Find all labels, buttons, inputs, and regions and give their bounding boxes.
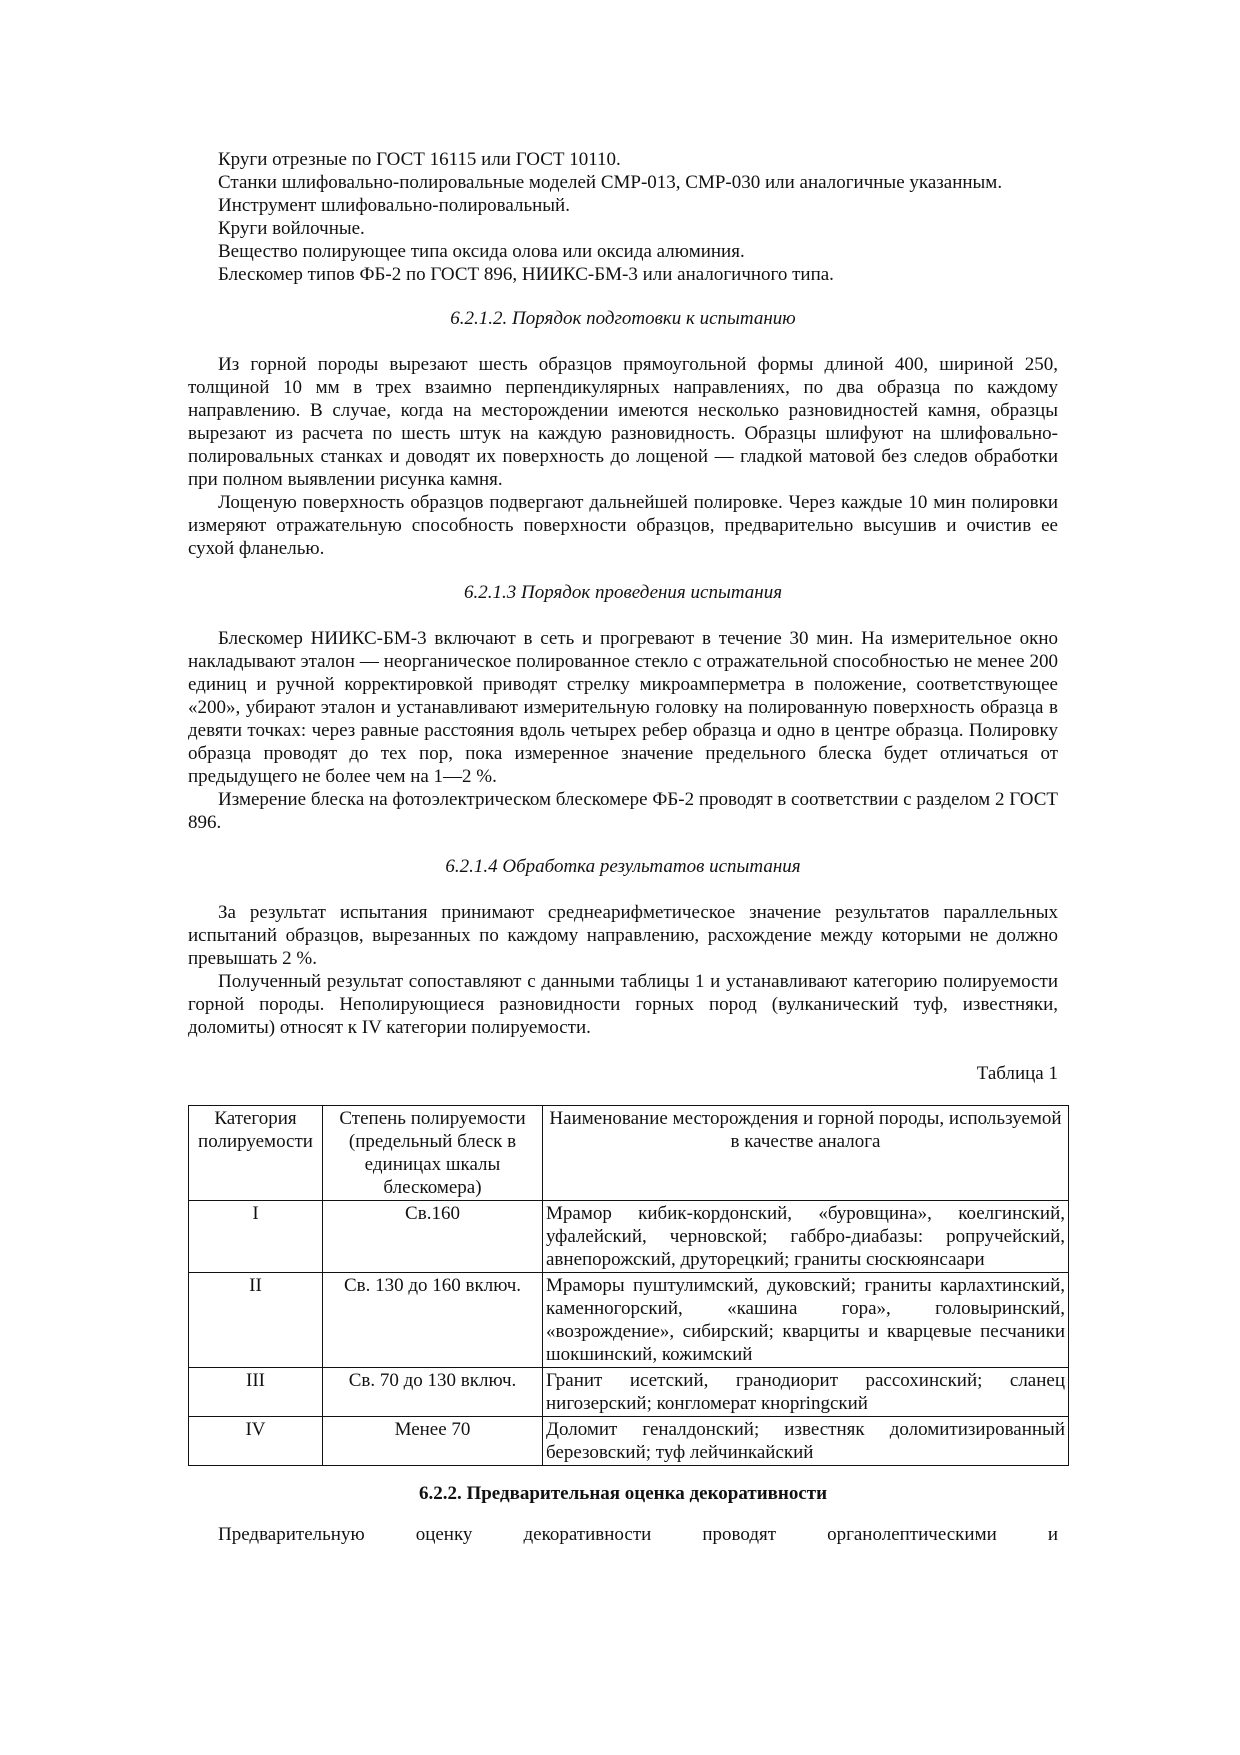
paragraph: Блескомер НИИКС-БМ-3 включают в сеть и прогревают в течение 30 мин. На измерительное окно накладывают эталон — неорганическое полированное стекло с отражательной способностью не менее 200 единиц и ручной корректировкой приводят стрелку микроамперметра в положение, соответствующее «200», убирают эталон и устанавливают измерительную головку на полированную поверхность образца в девяти точках: через равные расстояния вдоль четырех ребер образца и одно в центре образца. Полировку образца проводят до тех пор, пока измеренное значение предельного блеска будет отличаться от предыдущего не более чем на 1—2 %.	[188, 628, 1058, 787]
section-heading-prep: 6.2.1.2. Порядок подготовки к испытанию	[450, 308, 796, 329]
table-cell: Мраморы пуштулимский, дуковский; граниты карлахтинский, каменногорский, «кашина гора», головыринский, «возрождение», сибирский; кварциты и кварцевые песчаники шокшинский, кожимский	[543, 1273, 1069, 1368]
section-heading-decor: 6.2.2. Предварительная оценка декоративности	[418, 1483, 828, 1504]
paragraph: Предварительную оценку декоративности проводят органолептическими и	[218, 1524, 1058, 1545]
paragraph: Из горной породы вырезают шесть образцов прямоугольной формы длиной 400, шириной 250, толщиной 10 мм в трех взаимно перпендикулярных направлениях, по два образца по каждому направлению. В случае, когда на месторождении имеются несколько разновидностей камня, образцы вырезают из расчета по шесть штук на каждую разновидность. Образцы шлифуют на шлифовально-полировальных станках и доводят их поверхность до лощеной — гладкой матовой без следов обработки при полном выявлении рисунка камня.	[188, 354, 1058, 490]
table-cell: Св. 130 до 160 включ.	[323, 1273, 543, 1368]
section-heading-test: 6.2.1.3 Порядок проведения испытания	[463, 582, 783, 603]
equipment-item: Станки шлифовально-полировальные моделей СМР-013, СМР-030 или аналогичные указанным.	[218, 172, 1003, 193]
document-page	[188, 148, 1065, 1546]
table-cell: I	[189, 1201, 323, 1273]
equipment-item: Вещество полирующее типа оксида олова или оксида алюминия.	[218, 241, 745, 262]
table-cell: Менее 70	[323, 1417, 543, 1466]
paragraph: За результат испытания принимают среднеарифметическое значение результатов параллельных испытаний образцов, вырезанных по каждому направлению, расхождение между которыми не должно превышать 2 %.	[188, 902, 1058, 969]
table-caption: Таблица 1	[976, 1063, 1058, 1084]
equipment-item: Круги отрезные по ГОСТ 16115 или ГОСТ 10110.	[218, 149, 621, 170]
paragraph: Лощеную поверхность образцов подвергают дальнейшей полировке. Через каждые 10 мин полировки измеряют отражательную способность поверхности образцов, предварительно высушив и очистив ее сухой фланелью.	[188, 492, 1058, 559]
equipment-item: Круги войлочные.	[218, 218, 365, 239]
table-row	[189, 1368, 1069, 1417]
paragraph: Измерение блеска на фотоэлектрическом блескомере ФБ-2 проводят в соответствии с разделом 2 ГОСТ 896.	[188, 789, 1058, 833]
table-cell: IV	[189, 1417, 323, 1466]
polishability-table	[188, 1105, 1069, 1466]
table-row	[189, 1201, 1069, 1273]
table-row	[189, 1273, 1069, 1368]
table-cell: Мрамор кибик-кордонский, «буровщина», коелгинский, уфалейский, черновской; габбро-диабазы: ропручейский, авнепорожский, друторецкий; граниты сюскюянсаари	[543, 1201, 1069, 1273]
table-header-cell: Наименование месторождения и горной породы, используемой в качестве аналога	[543, 1106, 1069, 1201]
table-header-row	[189, 1106, 1069, 1201]
table-header-cell: Категория полируемости	[189, 1106, 323, 1201]
paragraph: Полученный результат сопоставляют с данными таблицы 1 и устанавливают категорию полируемости горной породы. Неполирующиеся разновидности горных пород (вулканический туф, известняки, доломиты) относят к IV категории полируемости.	[188, 971, 1058, 1038]
section-heading-results: 6.2.1.4 Обработка результатов испытания	[445, 856, 801, 877]
table-header-cell: Степень полируемости (предельный блеск в единицах шкалы блескомера)	[323, 1106, 543, 1201]
table-cell: Доломит геналдонский; известняк доломитизированный березовский; туф лейчинкайский	[543, 1417, 1069, 1466]
equipment-item: Инструмент шлифовально-полировальный.	[218, 195, 570, 216]
equipment-item: Блескомер типов ФБ-2 по ГОСТ 896, НИИКС-БМ-3 или аналогичного типа.	[218, 264, 834, 285]
table-cell: II	[189, 1273, 323, 1368]
equipment-list	[188, 148, 1058, 286]
table-cell: Гранит исетский, гранодиорит рассохинский; сланец нигозерский; конгломерат кнорringский	[543, 1368, 1069, 1417]
table-cell: III	[189, 1368, 323, 1417]
table-row	[189, 1417, 1069, 1466]
table-cell: Св. 70 до 130 включ.	[323, 1368, 543, 1417]
table-cell: Св.160	[323, 1201, 543, 1273]
